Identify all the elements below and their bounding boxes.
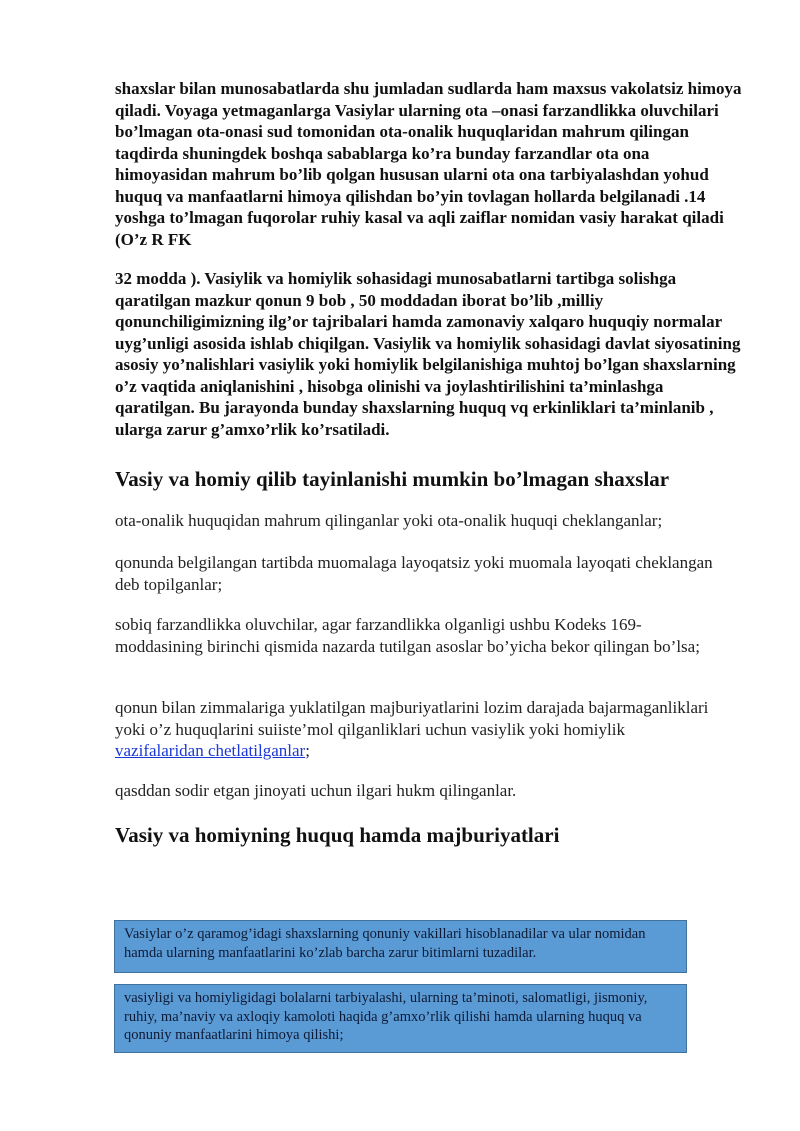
section-heading-rights-duties: Vasiy va homiyning huquq hamda majburiyatlari <box>115 823 560 847</box>
list-item <box>115 697 715 762</box>
info-box-legal-representative: Vasiylar o’z qaramog’idagi shaxslarning qonuniy vakillari hisoblanadilar va ular nomidan hamda ularning manfaatlarini ko’zlab barcha zarur bitimlarni tuzadilar. <box>114 920 687 973</box>
body-paragraph-2: 32 modda ). Vasiylik va homiylik sohasidagi munosabatlarni tartibga solishga qaratilgan mazkur qonun 9 bob , 50 moddadan iborat bo’lib ,milliy qonunchiligimizning ilg’or tajribalari hamda zamonaviy xalqaro huquqiy normalar uyg’unligi asosida ishlab chiqilgan. Vasiylik va homiylik sohasidagi davlat siyosatining asosiy yo’nalishlari vasiylik yoki homiylik belgilanishiga muhtoj bo’lgan shaxslarning o’z vaqtida aniqlanishini , hisobga olinishi va joylashtirilishini ta’minlashga qaratilgan. Bu jarayonda bunday shaxslarning huquq vq erkinliklari ta’minlanib , ularga zarur g’amxo’rlik ko’rsatiladi. <box>115 269 741 439</box>
info-box-guardian-duties: vasiyligi va homiyligidagi bolalarni tarbiyalashi, ularning ta’minoti, salomatligi, jismoniy, ruhiy, ma’naviy va axloqiy kamoloti haqida g’amxo’rlik qilishi hamda ularning huquq va qonuniy manfaatlarini himoya qilishi; <box>114 984 687 1053</box>
list-item-punctuation: ; <box>305 741 310 760</box>
list-item: ota-onalik huquqidan mahrum qilinganlar yoki ota-onalik huquqi cheklanganlar; <box>115 511 663 530</box>
body-paragraph-1: shaxslar bilan munosabatlarda shu jumladan sudlarda ham maxsus vakolatsiz himoya qiladi. Voyaga yetmaganlarga Vasiylar ularning ota –onasi farzandlikka oluvchilari bo’lmagan ota-onasi sud tomonidan ota-onalik huquqlaridan mahrum qilingan taqdirda shuningdek boshqa sabablarga ko’ra bunday farzandlar ota ona himoyasidan mahrum bo’lib qolgan hususan ularni ota ona tarbiyalashdan yohud huquq va manfaatlarni himoya qilishdan bo’yin tovlagan hollarda belgilanadi .14 yoshga to’lmagan fuqorolar ruhiy kasal va aqli zaiflar nomidan vasiy harakat qiladi (O’z R FK <box>115 79 742 249</box>
list-item: sobiq farzandlikka oluvchilar, agar farzandlikka olganligi ushbu Kodeks 169-moddasining birinchi qismida nazarda tutilgan asoslar bo’yicha bekor qilingan bo’lsa; <box>115 615 700 656</box>
list-item: qasddan sodir etgan jinoyati uchun ilgari hukm qilinganlar. <box>115 781 517 800</box>
list-item-text: qonun bilan zimmalariga yuklatilgan majburiyatlarini lozim darajada bajarmaganliklari yoki o’z huquqlarini suiiste’mol qilganliklari uchun vasiylik yoki homiylik <box>115 698 709 739</box>
list-item: qonunda belgilangan tartibda muomalaga layoqatsiz yoki muomala layoqati cheklangan deb topilganlar; <box>115 553 713 594</box>
removed-from-duties-link[interactable]: vazifalaridan chetlatilganlar <box>115 741 306 760</box>
section-heading-ineligible: Vasiy va homiy qilib tayinlanishi mumkin bo’lmagan shaxslar <box>115 467 670 491</box>
